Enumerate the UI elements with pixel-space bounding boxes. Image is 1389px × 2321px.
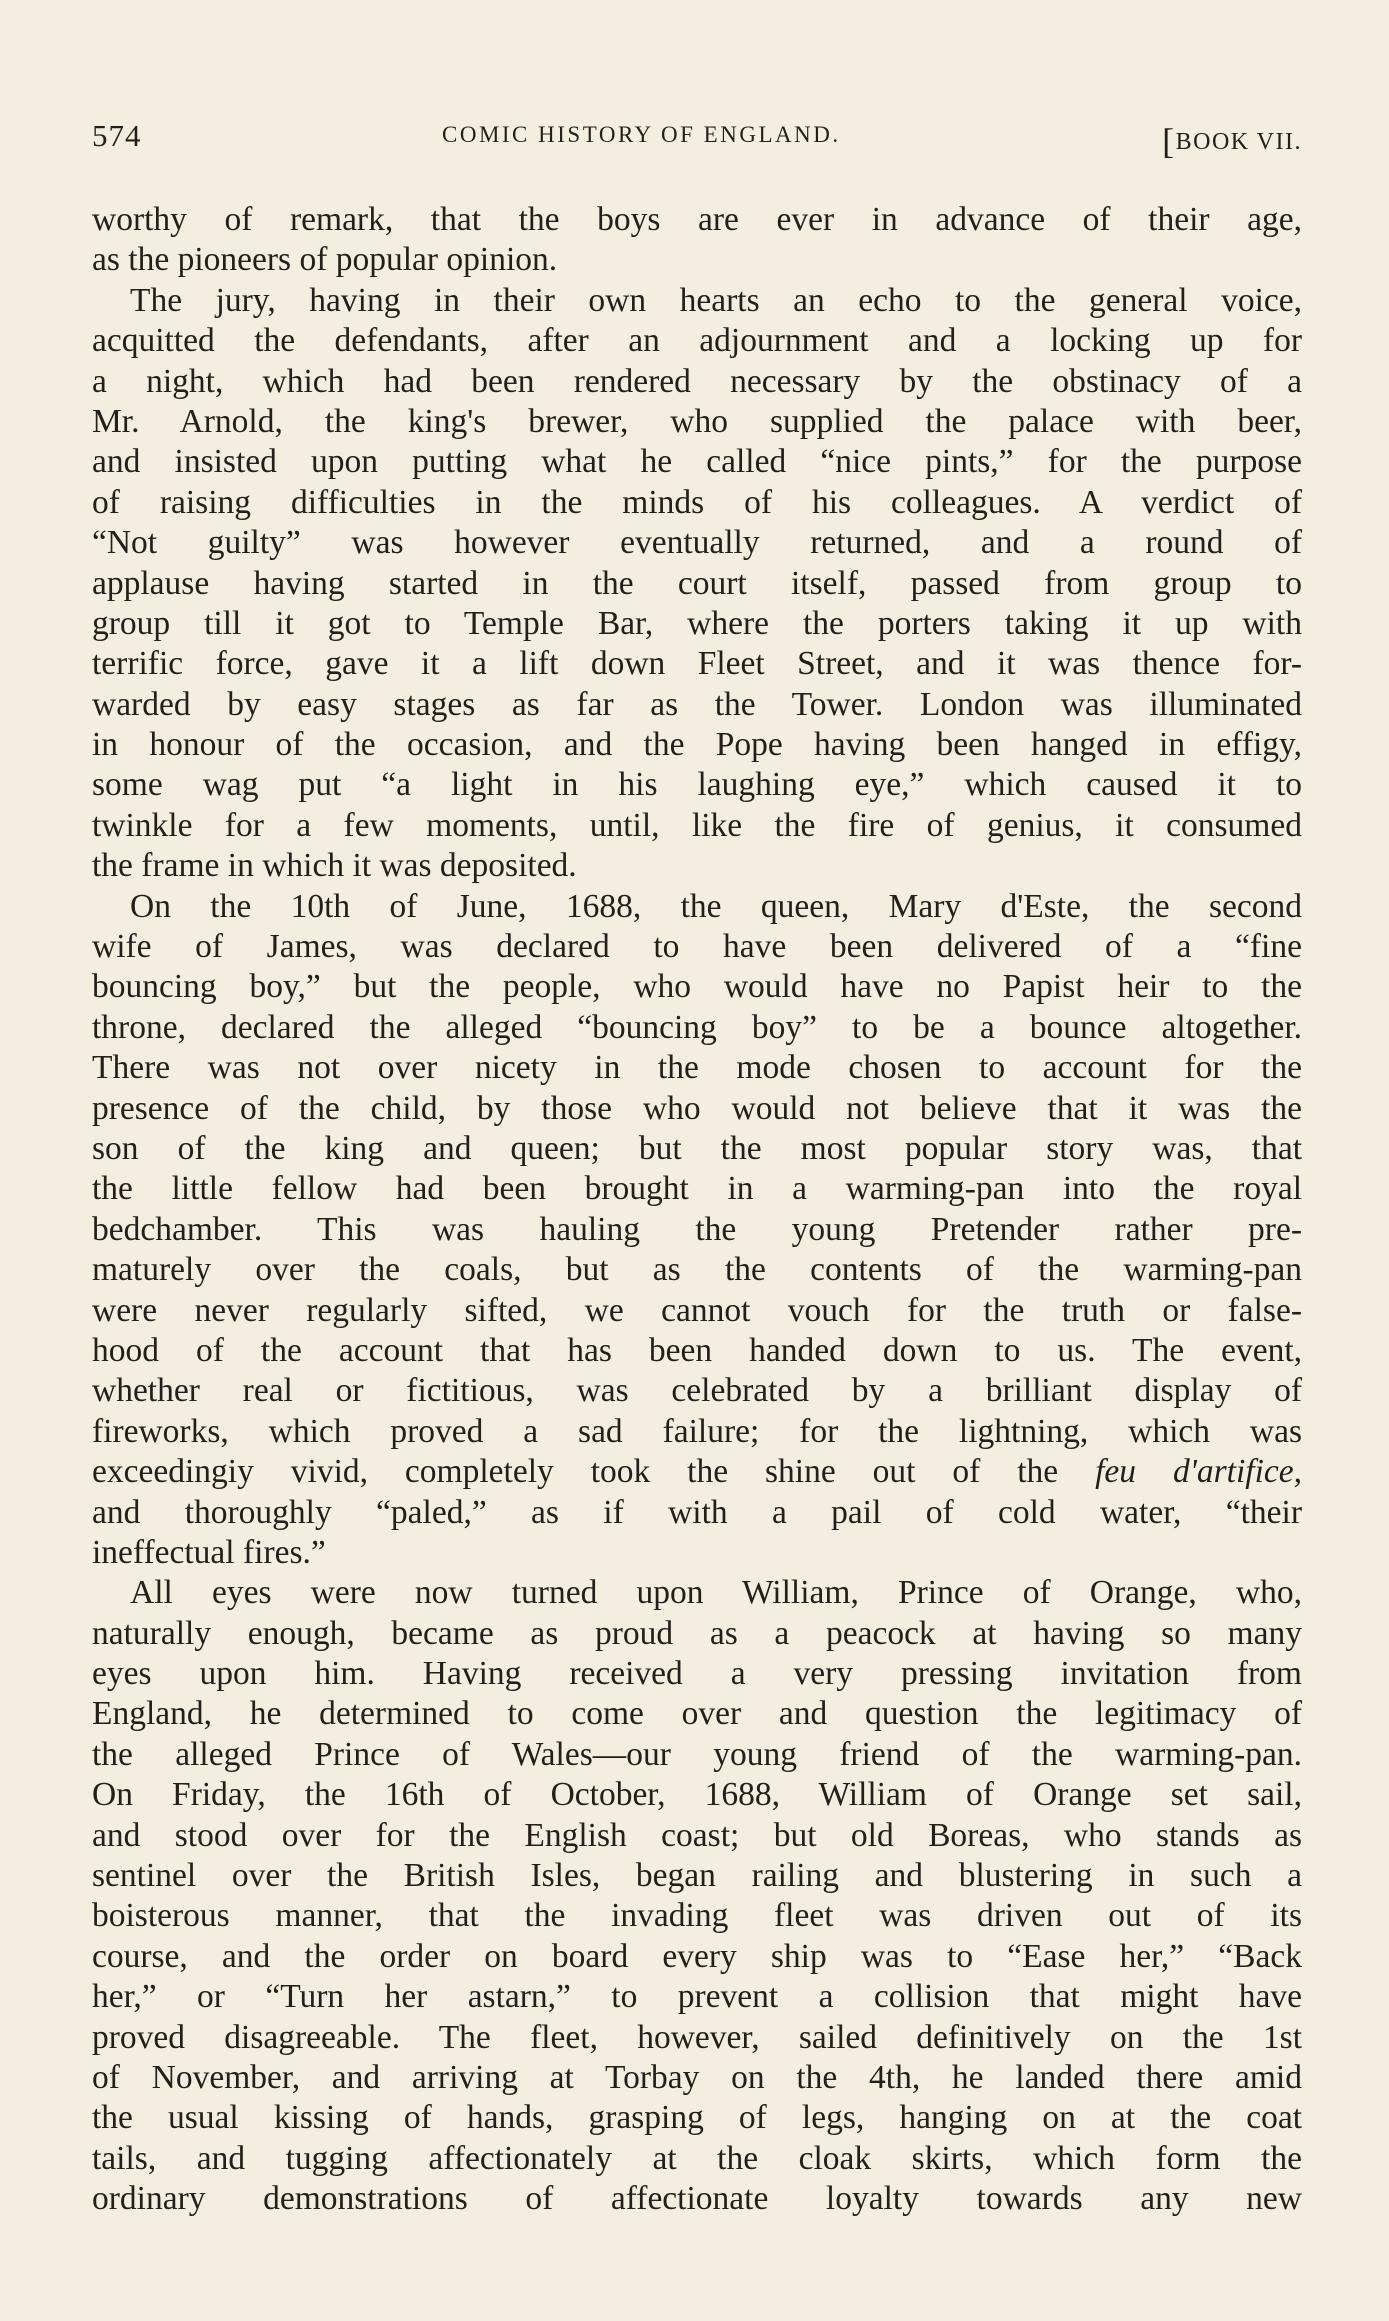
text-line	[92, 1694, 1302, 1734]
text-line	[92, 1452, 1302, 1492]
text-line-content: maturely over the coals, but as the contents of the warming-pan	[92, 1251, 1302, 1289]
text-line	[92, 1614, 1302, 1654]
text-line-content: fireworks, which proved a sad failure; for the lightning, which was	[92, 1412, 1302, 1450]
text-line-content: of raising difficulties in the minds of his colleagues. A verdict of	[92, 483, 1302, 521]
text-line-content: ordinary demonstrations of affectionate loyalty towards any new	[92, 2180, 1302, 2218]
text-line	[92, 846, 1302, 886]
text-line-content: and stood over for the English coast; but old Boreas, who stands as	[92, 1816, 1302, 1854]
text-line-content: some wag put “a light in his laughing eye,” which caused it to	[92, 766, 1302, 804]
text-line	[92, 1250, 1302, 1290]
text-line	[92, 442, 1302, 482]
text-line-content: bedchamber. This was hauling the young Pretender rather pre-	[92, 1210, 1302, 1248]
running-header	[92, 110, 1302, 170]
text-line	[92, 1371, 1302, 1411]
text-line-content: the frame in which it was deposited.	[92, 847, 577, 885]
text-line	[92, 321, 1302, 361]
text-line-content: “Not guilty” was however eventually returned, and a round of	[92, 524, 1302, 562]
text-line	[92, 483, 1302, 523]
text-line-content: a night, which had been rendered necessary by the obstinacy of a	[92, 362, 1302, 400]
text-line	[92, 1654, 1302, 1694]
text-line-content: presence of the child, by those who would not believe that it was the	[92, 1089, 1302, 1127]
text-line-content: All eyes were now turned upon William, Prince of Orange, who,	[130, 1574, 1302, 1612]
text-line-content: acquitted the defendants, after an adjournment and a locking up for	[92, 322, 1302, 360]
text-line	[92, 967, 1302, 1007]
text-line	[92, 1169, 1302, 1209]
text-line-content: applause having started in the court itself, passed from group to	[92, 564, 1302, 602]
page-number: 574	[92, 118, 142, 153]
text-line	[92, 644, 1302, 684]
text-line	[92, 362, 1302, 402]
text-line-content: in honour of the occasion, and the Pope having been hanged in effigy,	[92, 726, 1302, 764]
text-line	[92, 2018, 1302, 2058]
text-line	[92, 1735, 1302, 1775]
text-line	[92, 1048, 1302, 1088]
text-line	[92, 2139, 1302, 2179]
text-line	[92, 887, 1302, 927]
text-line-content: Mr. Arnold, the king's brewer, who supplied the palace with beer,	[92, 402, 1302, 440]
text-line-content: of November, and arriving at Torbay on the 4th, he landed there amid	[92, 2058, 1302, 2096]
text-line	[92, 1775, 1302, 1815]
text-line-content: her,” or “Turn her astarn,” to prevent a collision that might have	[92, 1978, 1302, 2016]
text-line	[92, 240, 1302, 280]
text-line	[92, 1856, 1302, 1896]
text-line-content: worthy of remark, that the boys are ever in advance of their age,	[92, 201, 1302, 238]
text-line	[92, 685, 1302, 725]
text-line-content: The jury, having in their own hearts an echo to the general voice,	[130, 281, 1302, 319]
text-line-content: There was not over nicety in the mode chosen to account for the	[92, 1049, 1302, 1087]
text-line	[92, 927, 1302, 967]
text-line-content: On the 10th of June, 1688, the queen, Mary d'Este, the second	[130, 887, 1302, 925]
text-line-content: son of the king and queen; but the most popular story was, that	[92, 1129, 1302, 1167]
text-line	[92, 2179, 1302, 2219]
text-line-content: the alleged Prince of Wales—our young friend of the warming-pan.	[92, 1735, 1302, 1773]
text-line	[92, 604, 1302, 644]
text-line-content: sentinel over the British Isles, began railing and blustering in such a	[92, 1857, 1302, 1895]
text-line	[92, 1008, 1302, 1048]
text-line-content: whether real or fictitious, was celebrated by a brilliant display of	[92, 1372, 1302, 1410]
book-label-text: BOOK VII.	[1175, 129, 1302, 155]
book-page	[92, 110, 1302, 2220]
text-line	[92, 2058, 1302, 2098]
text-line	[92, 200, 1302, 240]
text-line-content: as the pioneers of popular opinion.	[92, 241, 558, 279]
text-line	[92, 806, 1302, 846]
text-line-content: England, he determined to come over and question the legitimacy of	[92, 1695, 1302, 1733]
text-line-content: eyes upon him. Having received a very pressing invitation from	[92, 1655, 1302, 1693]
text-line	[92, 1977, 1302, 2017]
text-line-content: the usual kissing of hands, grasping of legs, hanging on at the coat	[92, 2099, 1302, 2137]
text-line-content: and thoroughly “paled,” as if with a pail of cold water, “their	[92, 1493, 1302, 1531]
text-line	[92, 402, 1302, 442]
text-line	[92, 1493, 1302, 1533]
text-line-content: group till it got to Temple Bar, where the porters taking it up with	[92, 604, 1302, 642]
text-line	[92, 1937, 1302, 1977]
text-line	[92, 1816, 1302, 1856]
text-line-content: warded by easy stages as far as the Tower. London was illuminated	[92, 685, 1302, 723]
book-bracket: [	[1162, 121, 1176, 161]
text-line-content: course, and the order on board every ship was to “Ease her,” “Back	[92, 1937, 1302, 1975]
text-line	[92, 2098, 1302, 2138]
book-label	[1162, 116, 1302, 161]
text-line-content: terrific force, gave it a lift down Fleet Street, and it was thence for-	[92, 645, 1302, 683]
text-line-content: proved disagreeable. The fleet, however, sailed definitively on the 1st	[92, 2018, 1302, 2056]
text-line	[92, 1210, 1302, 1250]
text-line	[92, 1533, 1302, 1573]
text-line-content: tails, and tugging affectionately at the cloak skirts, which form the	[92, 2139, 1302, 2177]
text-line	[92, 1896, 1302, 1936]
text-line	[92, 281, 1302, 321]
text-line-content: boisterous manner, that the invading fleet was driven out of its	[92, 1897, 1302, 1935]
text-line-content: hood of the account that has been handed down to us. The event,	[92, 1331, 1302, 1369]
italic-phrase: feu d'artifice,	[1095, 1453, 1302, 1491]
text-line-content: twinkle for a few moments, until, like the fire of genius, it consumed	[92, 806, 1302, 844]
text-line-content: were never regularly sifted, we cannot vouch for the truth or false-	[92, 1291, 1302, 1329]
body-text	[92, 200, 1302, 2220]
text-line	[92, 1331, 1302, 1371]
text-line-content: wife of James, was declared to have been delivered of a “fine	[92, 928, 1302, 966]
text-line-content: On Friday, the 16th of October, 1688, William of Orange set sail,	[92, 1776, 1302, 1814]
text-line-content: naturally enough, became as proud as a peacock at having so many	[92, 1614, 1302, 1652]
text-line	[92, 1412, 1302, 1452]
running-title: COMIC HISTORY OF ENGLAND.	[442, 122, 841, 147]
text-line	[92, 564, 1302, 604]
text-line-content: exceedingiy vivid, completely took the shine out of the	[92, 1453, 1059, 1491]
text-line-content: and insisted upon putting what he called “nice pints,” for the purpose	[92, 443, 1302, 481]
text-line-content: the little fellow had been brought in a warming-pan into the royal	[92, 1170, 1302, 1208]
text-line	[92, 725, 1302, 765]
text-line	[92, 1089, 1302, 1129]
text-line	[92, 523, 1302, 563]
text-line-content: bouncing boy,” but the people, who would have no Papist heir to the	[92, 968, 1302, 1006]
text-line-content: throne, declared the alleged “bouncing boy” to be a bounce altogether.	[92, 1008, 1302, 1046]
text-line	[92, 1129, 1302, 1169]
text-line	[92, 1291, 1302, 1331]
text-line	[92, 1573, 1302, 1613]
text-line-content: ineffectual fires.”	[92, 1533, 326, 1571]
text-line	[92, 765, 1302, 805]
